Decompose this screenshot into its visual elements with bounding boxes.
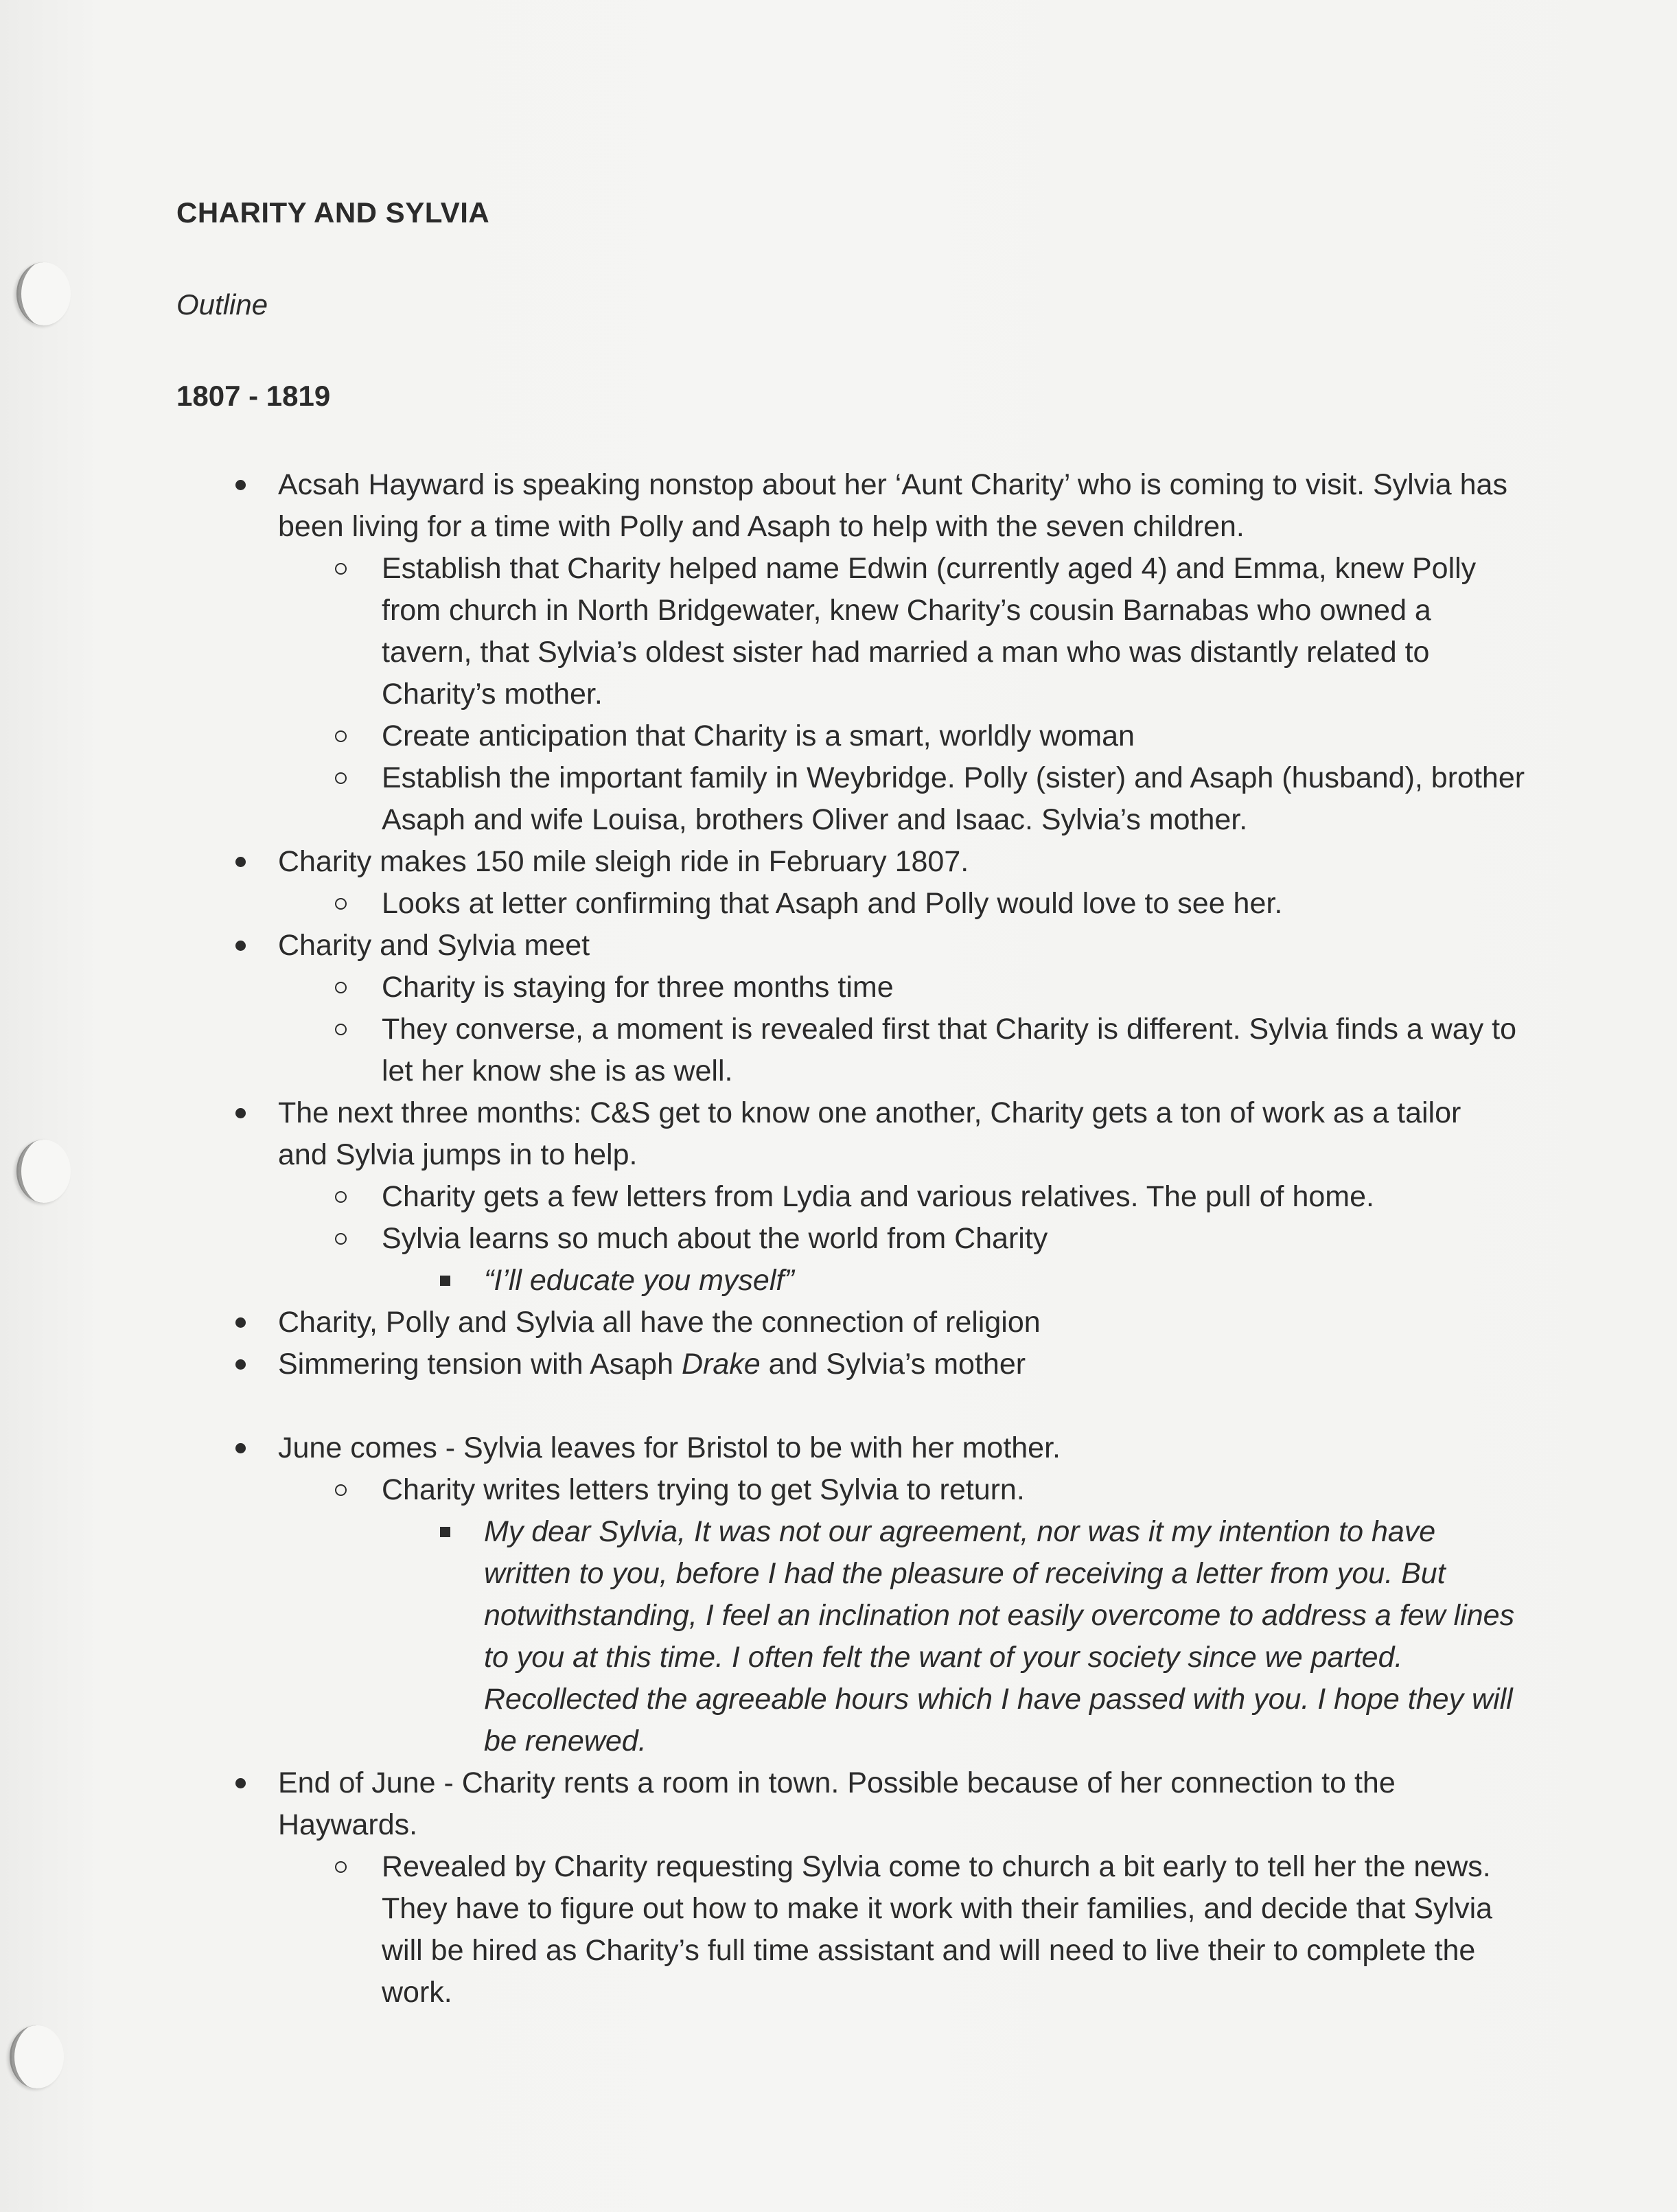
list-item: Charity and Sylvia meet [0, 925, 1677, 967]
list-item: Charity, Polly and Sylvia all have the connection of religion [0, 1302, 1677, 1344]
document-title: CHARITY AND SYLVIA [176, 196, 490, 229]
bullet-dot-icon [227, 1762, 254, 1804]
section-heading-years: 1807 - 1819 [176, 380, 331, 412]
bullet-dot-icon [227, 1302, 254, 1344]
outline-list [0, 464, 1677, 2014]
list-item-text: Simmering tension with Asaph Drake and Sylvia’s mother [278, 1348, 1026, 1381]
list-item: Create anticipation that Charity is a smart, worldly woman [0, 715, 1677, 757]
bullet-circle-icon [327, 1218, 354, 1260]
bullet-circle-icon [327, 757, 354, 799]
list-item: Establish that Charity helped name Edwin (currently aged 4) and Emma, knew Polly from church in North Bridgewater, knew Charity’s cousin Barnabas who owned a tavern, that Sylvia’s oldest sister had married a man who was distantly related to Charity’s mother. [0, 548, 1677, 715]
document-subtitle: Outline [176, 288, 268, 321]
bullet-circle-icon [327, 1469, 354, 1511]
bullet-circle-icon [327, 883, 354, 925]
bullet-circle-icon [327, 1846, 354, 1888]
bullet-circle-icon [327, 548, 354, 590]
bullet-dot-icon [227, 1092, 254, 1134]
binder-hole [16, 262, 71, 325]
blank-line [0, 1385, 1677, 1427]
bullet-dot-icon [227, 1427, 254, 1469]
list-item: Acsah Hayward is speaking nonstop about her ‘Aunt Charity’ who is coming to visit. Sylvia has been living for a time with Polly and Asaph to help with the seven children. [0, 464, 1677, 548]
list-item: Charity makes 150 mile sleigh ride in February 1807. [0, 841, 1677, 883]
list-item: Revealed by Charity requesting Sylvia come to church a bit early to tell her the news. They have to figure out how to make it work with their families, and decide that Sylvia will be hired as Charity’s full time assistant and will need to live their to complete the work. [0, 1846, 1677, 2014]
list-item: They converse, a moment is revealed first that Charity is different. Sylvia finds a way to let her know she is as well. [0, 1009, 1677, 1092]
bullet-dot-icon [227, 925, 254, 967]
bullet-square-icon [431, 1511, 459, 1553]
list-item: Charity writes letters trying to get Sylvia to return. [0, 1469, 1677, 1511]
list-item: My dear Sylvia, It was not our agreement, nor was it my intention to have written to you, before I had the pleasure of receiving a letter from you. But notwithstanding, I feel an inclination not easily overcome to address a few lines to you at this time. I often felt the want of your society since we parted. Recollected the agreeable hours which I have passed with you. I hope they will be renewed. [0, 1511, 1677, 1762]
list-item: Charity gets a few letters from Lydia and various relatives. The pull of home. [0, 1176, 1677, 1218]
list-item: Looks at letter confirming that Asaph and Polly would love to see her. [0, 883, 1677, 925]
bullet-dot-icon [227, 1344, 254, 1385]
list-item: The next three months: C&S get to know one another, Charity gets a ton of work as a tailor and Sylvia jumps in to help. [0, 1092, 1677, 1176]
list-item: Sylvia learns so much about the world from Charity [0, 1218, 1677, 1260]
bullet-circle-icon [327, 967, 354, 1009]
bullet-square-icon [431, 1260, 459, 1302]
bullet-dot-icon [227, 841, 254, 883]
binder-hole [10, 2025, 64, 2088]
list-item [0, 1344, 1677, 1385]
bullet-dot-icon [227, 464, 254, 506]
bullet-circle-icon [327, 1009, 354, 1050]
list-item: June comes - Sylvia leaves for Bristol to be with her mother. [0, 1427, 1677, 1469]
emphasis-drake: Drake [681, 1348, 761, 1381]
list-item: Establish the important family in Weybridge. Polly (sister) and Asaph (husband), brother Asaph and wife Louisa, brothers Oliver and Isaac. Sylvia’s mother. [0, 757, 1677, 841]
bullet-circle-icon [327, 1176, 354, 1218]
list-item: “I’ll educate you myself” [0, 1260, 1677, 1302]
list-item: Charity is staying for three months time [0, 967, 1677, 1009]
bullet-circle-icon [327, 715, 354, 757]
list-item: End of June - Charity rents a room in town. Possible because of her connection to the Haywards. [0, 1762, 1677, 1846]
